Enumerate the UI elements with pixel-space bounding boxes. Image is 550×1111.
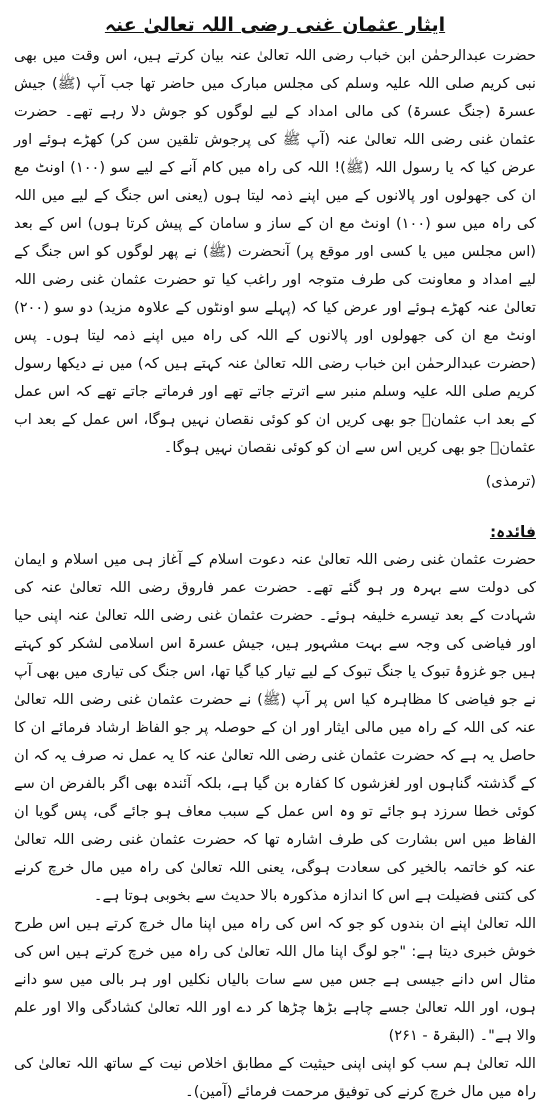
section-gap <box>14 496 536 518</box>
article-title: ایثار عثمان غنی رضی اللہ تعالیٰ عنہ <box>104 14 446 36</box>
benefit-heading <box>14 518 536 546</box>
hadith-source: (ترمذی) <box>485 473 536 490</box>
benefit-paragraph: حضرت عثمان غنی رضی اللہ تعالیٰ عنہ دعوت اسلام کے آغاز ہی میں اسلام و ایمان کی دولت سے بہرہ ور ہو گئے تھے۔ حضرت عمر فاروق رضی اللہ تعالیٰ عنہ کی شہادت کے بعد تیسرے خلیفہ ہوئے۔ حضرت عثمان غنی رضی اللہ تعالیٰ عنہ اپنی حیا اور فیاضی کی وجہ سے بہت مشہور ہیں، جیش عسرۃ اس اسلامی لشکر کو کہتے ہیں جو غزوۂ تبوک یا جنگ تبوک کے لیے تیار کیا گیا تھا، اس جنگ کی تیاری میں بھی آپ نے جو فیاضی کا مظاہرہ کیا اس پر آپ (ﷺ) نے حضرت عثمان غنی رضی اللہ تعالیٰ عنہ کی اللہ کے راہ میں مالی ایثار اور ان کے حوصلہ پر جو الفاظ ارشاد فرمائے ان کا حاصل یہ ہے کہ حضرت عثمان غنی رضی اللہ تعالیٰ عنہ کا یہ عمل نہ صرف یہ کہ ان کے گذشتہ گناہوں اور لغزشوں کا کفارہ بن گیا ہے، بلکہ آئندہ بھی اگر بالفرض ان سے کوئی خطا سرزد ہو جائے تو وہ اس عمل کے سبب معاف ہو جائے گی، پس گویا ان الفاظ میں اس بشارت کی طرف اشارہ تھا کہ حضرت عثمان غنی رضی اللہ تعالیٰ عنہ کو خاتمہ بالخیر کی سعادت ہوگی، یعنی اللہ تعالیٰ کی راہ میں مال خرچ کرنے کی کتنی فضیلت ہے اس کا اندازہ مذکورہ بالا حدیث سے بخوبی ہوتا ہے۔ <box>14 551 536 904</box>
hadith-paragraph: حضرت عبدالرحمٰن ابن خباب رضی اللہ تعالیٰ عنہ بیان کرتے ہیں، اس وقت میں بھی نبی کریم صلی اللہ علیہ وسلم کی مجلس مبارک میں حاضر تھا جب آپ (ﷺ) جیش عسرۃ (جنگ عسرۃ) کی مالی امداد کے لیے لوگوں کو جوش دلا رہے تھے۔ حضرت عثمان غنی رضی اللہ تعالیٰ عنہ (آپ ﷺ کی پرجوش تلقین سن کر) کھڑے ہوئے اور عرض کیا کہ یا رسول اللہ (ﷺ)! اللہ کی راہ میں کام آنے کے لیے سو (۱۰۰) اونٹ مع ان کی جھولوں اور پالانوں کے میں اپنے ذمہ لیتا ہوں (یعنی اس جنگ کے لیے میں اللہ کی راہ میں سو (۱۰۰) اونٹ مع ان کے ساز و سامان کے پیش کرتا ہوں) اس کے بعد (اس مجلس میں یا کسی اور موقع پر) آنحضرت (ﷺ) نے پھر لوگوں کو اس جنگ کے لیے امداد و معاونت کی طرف متوجہ اور راغب کیا تو حضرت عثمان غنی رضی اللہ تعالیٰ عنہ کھڑے ہوئے اور عرض کیا کہ (پہلے سو اونٹوں کے علاوہ مزید) دو سو (۲۰۰) اونٹ مع ان کی جھولوں اور پالانوں کے اللہ کی راہ میں اپنے ذمہ لیتا ہوں۔ پس (حضرت عبدالرحمٰن ابن خباب رضی اللہ تعالیٰ عنہ کہتے ہیں کہ) میں نے دیکھا رسول کریم صلی اللہ علیہ وسلم منبر سے اترتے جاتے تھے اور فرماتے جاتے تھے کہ اس عمل کے بعد اب عثمانؓ جو بھی کریں ان کو کوئی نقصان نہیں ہوگا، اس عمل کے بعد اب عثمانؓ جو بھی کریں اس سے ان کو کوئی نقصان نہیں ہوگا۔ <box>14 47 536 456</box>
benefit-heading-text: فائدہ: <box>489 523 536 541</box>
closing-prayer-paragraph: اللہ تعالیٰ ہم سب کو اپنی اپنی حیثیت کے مطابق اخلاص نیت کے ساتھ اللہ تعالیٰ کی راہ میں مال خرچ کرنے کی توفیق مرحمت فرمائے (آمین)۔ <box>14 1055 536 1100</box>
quran-verse-paragraph: اللہ تعالیٰ اپنے ان بندوں کو جو کہ اس کی راہ میں اپنا مال خرچ کرتے ہیں اس طرح خوش خبری دیتا ہے: "جو لوگ اپنا مال اللہ تعالیٰ کی راہ میں خرچ کرتے ہیں اس کی مثال اس دانے جیسی ہے جس میں سے سات بالیاں نکلیں اور ہر بالی میں سو دانے ہوں، اور اللہ تعالیٰ جسے چاہے بڑھا چڑھا کر دے اور اللہ تعالیٰ کشادگی والا اور علم والا ہے"۔ (البقرۃ - ۲۶۱) <box>14 915 536 1044</box>
